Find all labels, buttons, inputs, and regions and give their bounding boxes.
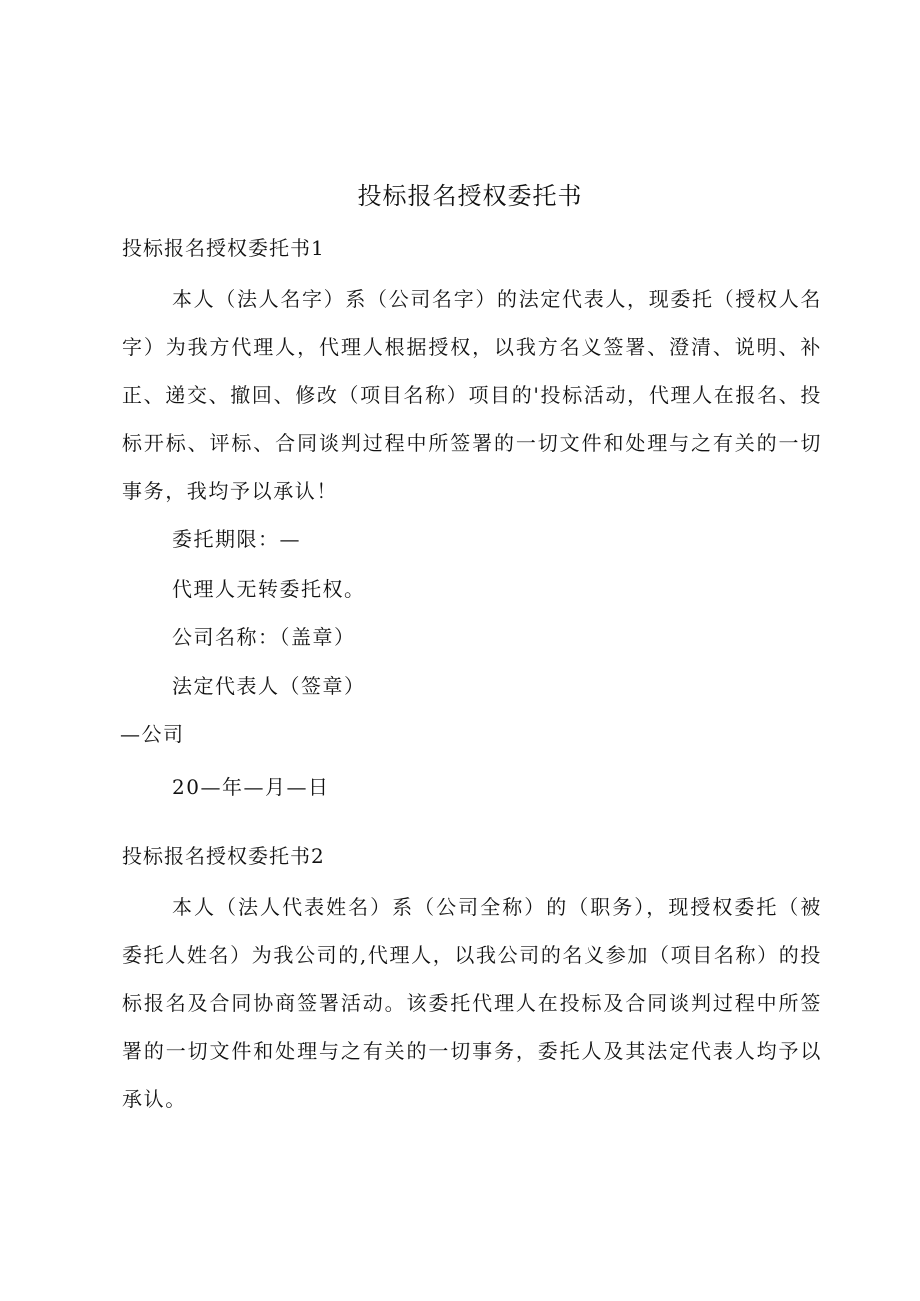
document-title: 投标报名授权委托书 (357, 182, 583, 210)
section2-heading: 投标报名授权委托书2 (122, 844, 325, 868)
company-name-seal: 公司名称：（盖章） (172, 625, 356, 649)
company-line: —公司 (120, 722, 185, 746)
section2-body: 本人（法人代表姓名）系（公司全称）的（职务），现授权委托（被委托人姓名）为我公司的,代理人，以我公司的名义参加（项目名称）的投标报名及合同协商签署活动。该委托代理人在投标及合同谈判过程中所签署的一切文件和处理与之有关的一切事务，委托人及其法定代表人均予以承认。 (122, 895, 822, 1111)
entrust-term: 委托期限：— (172, 527, 301, 551)
no-transfer-statement: 代理人无转委托权。 (172, 577, 366, 601)
section1-heading: 投标报名授权委托书1 (122, 236, 325, 260)
section1-body: 本人（法人名字）系（公司名字）的法定代表人，现委托（授权人名字）为我方代理人，代理人根据授权，以我方名义签署、澄清、说明、补正、递交、撤回、修改（项目名称）项目的'投标活动，代理人在报名、投标开标、评标、合同谈判过程中所签署的一切文件和处理与之有关的一切事务，我均予以承认！ (122, 287, 822, 503)
legal-representative-signature: 法定代表人（签章） (172, 674, 366, 698)
date-line: 20—年—月—日 (172, 775, 330, 799)
